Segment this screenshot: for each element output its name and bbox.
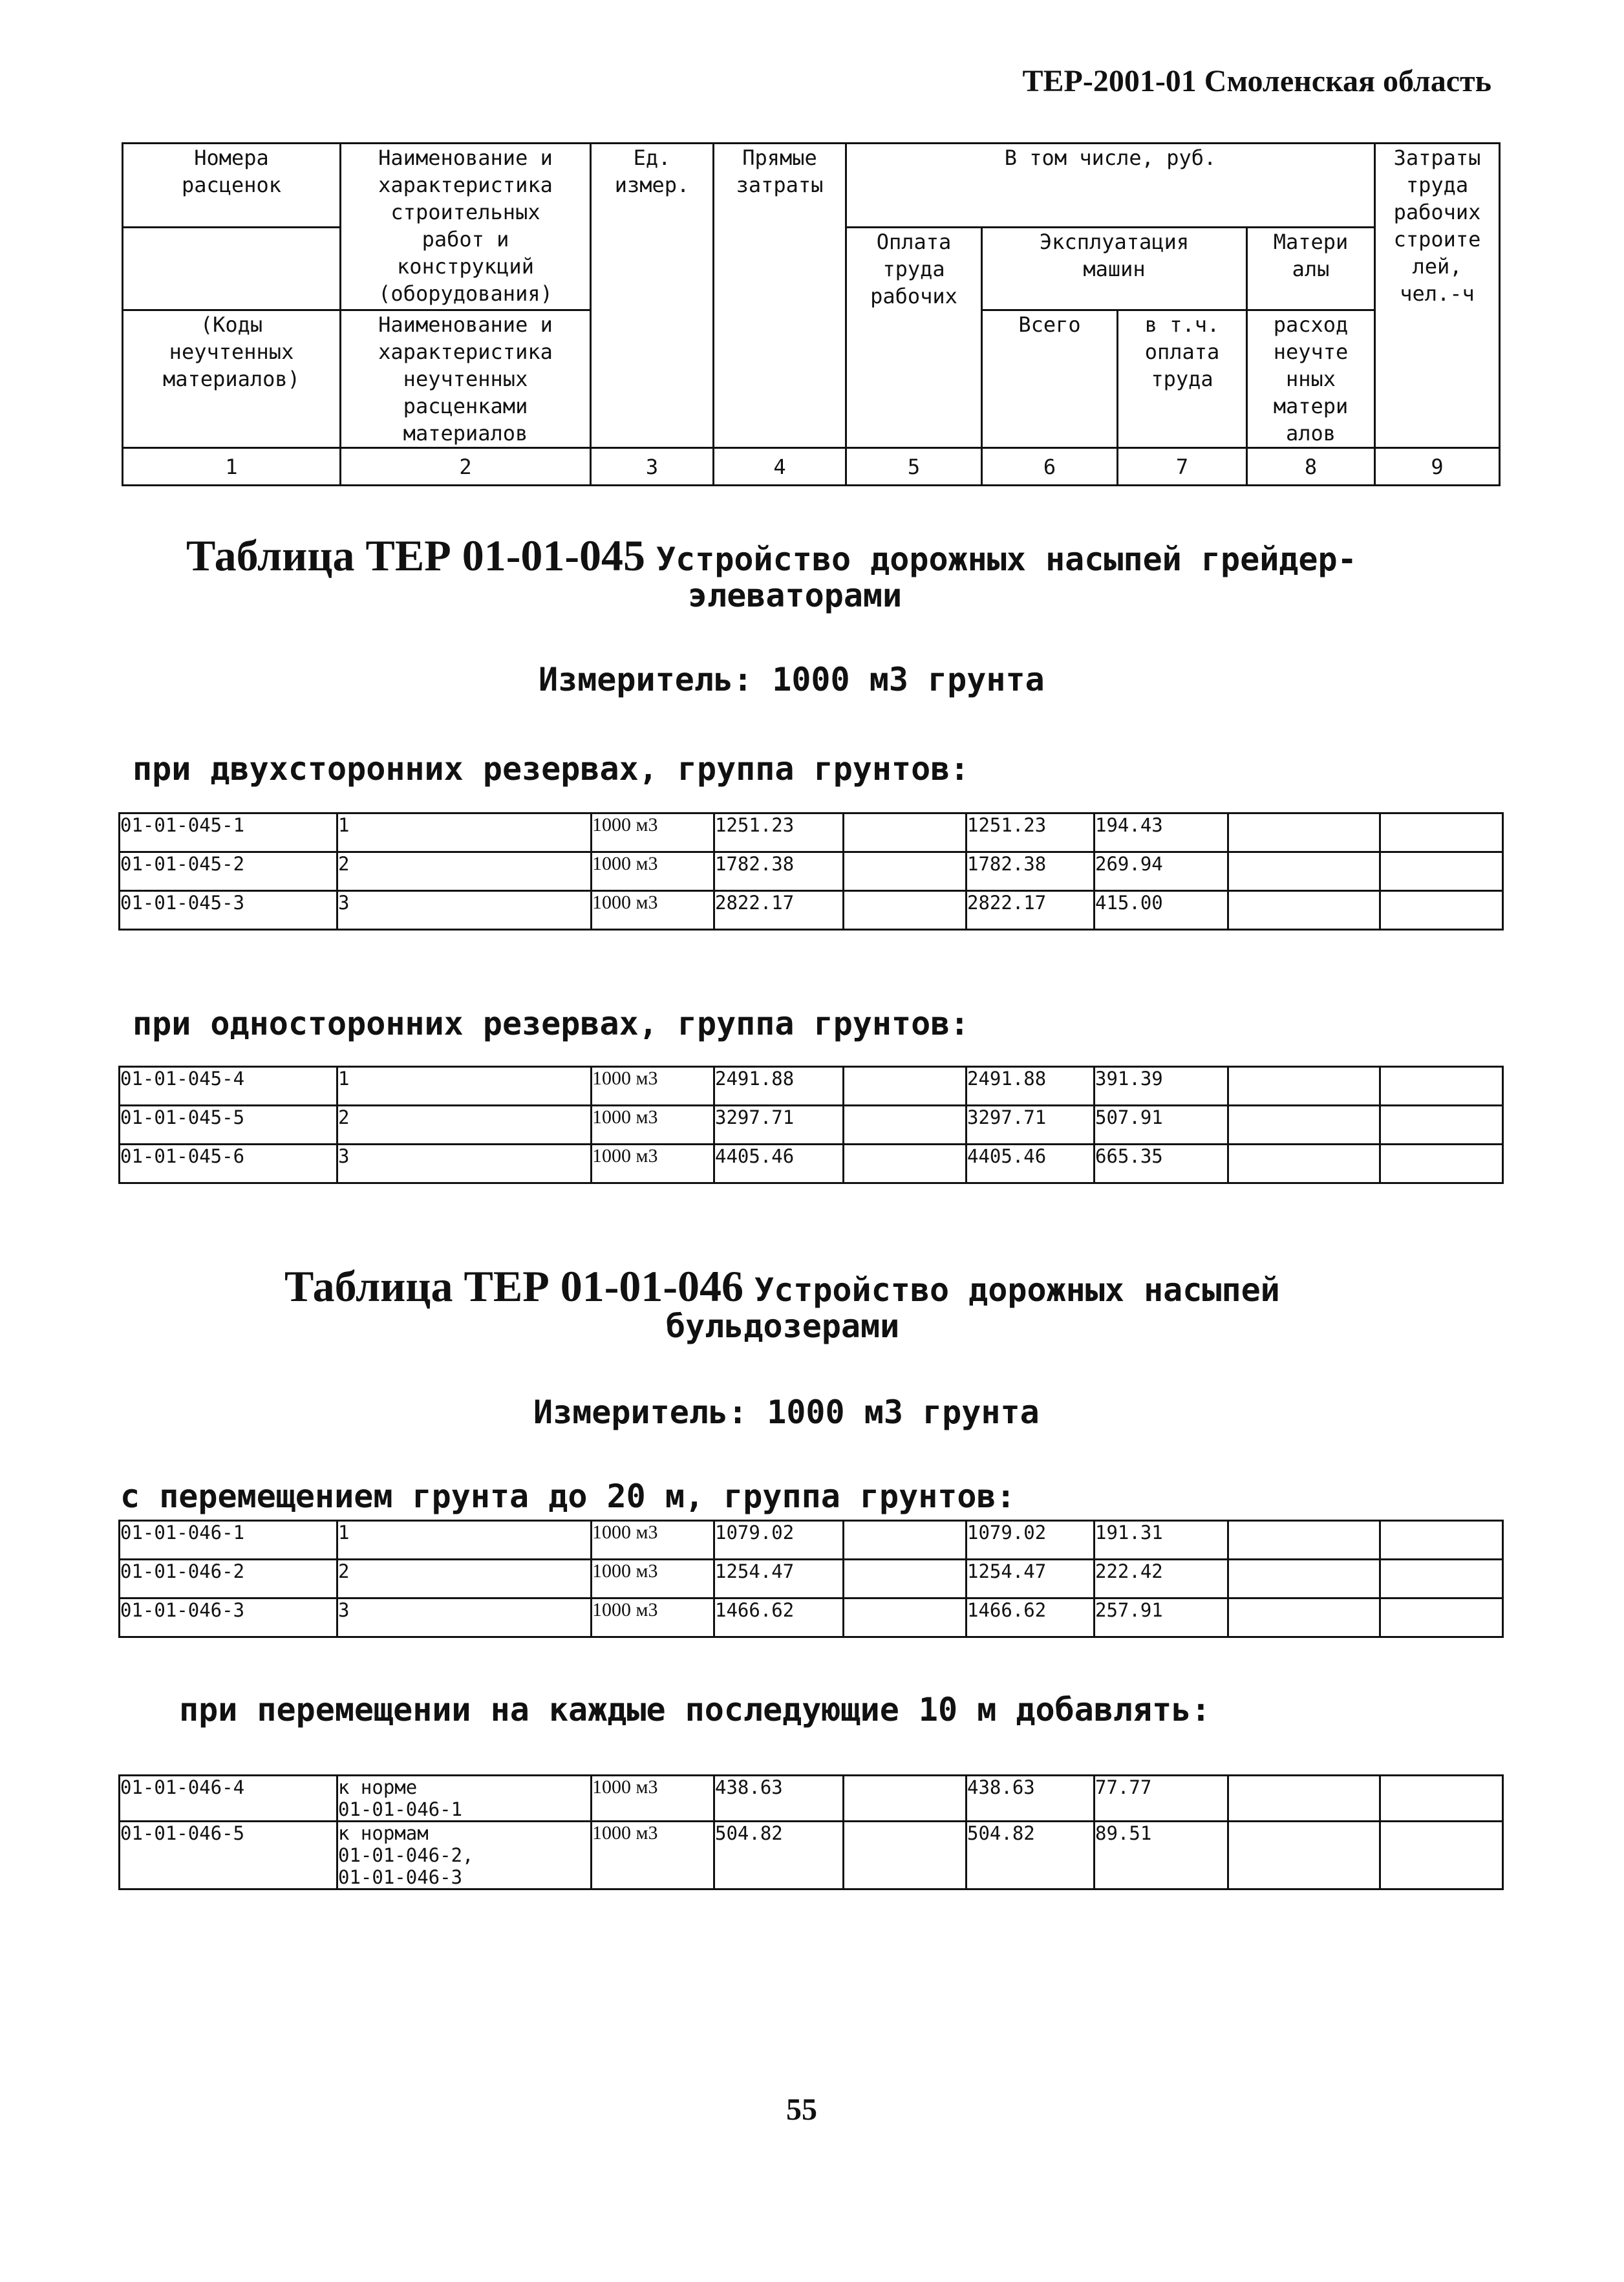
header-material-name	[341, 310, 591, 448]
cell-work-name: к норме 01-01-046-1	[337, 1776, 592, 1822]
cell-work-name: 1	[337, 1067, 592, 1106]
header-including: В том числе, руб.	[846, 144, 1375, 228]
cell-wage	[844, 1822, 967, 1889]
header-line: оплата	[1144, 339, 1220, 364]
header-line: лей,	[1412, 254, 1462, 279]
cell-labor-hours	[1380, 1560, 1503, 1598]
table-row	[120, 891, 1503, 930]
header-line: Наименование и	[378, 145, 553, 170]
header-line: нных	[1285, 367, 1336, 391]
page-header: ТЕР-2001-01 Смоленская область	[1022, 64, 1491, 98]
cell-machines-wage: 257.91	[1095, 1598, 1228, 1637]
header-machines	[982, 228, 1247, 310]
column-number: 4	[714, 448, 846, 486]
cell-unit: 1000 м3	[592, 1822, 714, 1889]
column-number: 7	[1118, 448, 1247, 486]
cell-machines-total: 1254.47	[967, 1560, 1095, 1598]
header-line: труда	[1151, 367, 1213, 391]
header-line: расход	[1273, 312, 1349, 337]
header-line: строите	[1393, 227, 1481, 252]
cell-work-name: к нормам 01-01-046-2, 01-01-046-3	[337, 1822, 592, 1889]
cell-unit: 1000 м3	[592, 1598, 714, 1637]
cell-materials	[1228, 891, 1380, 930]
cell-rate-code: 01-01-046-4	[120, 1776, 337, 1822]
table-046-measure: Измеритель: 1000 м3 грунта	[533, 1394, 1040, 1431]
cell-rate-code: 01-01-045-5	[120, 1106, 337, 1145]
cell-labor-hours	[1380, 813, 1503, 852]
header-line: работ и	[422, 227, 509, 252]
header-direct-costs	[714, 144, 846, 448]
table-row	[120, 1145, 1503, 1183]
cell-rate-code: 01-01-045-3	[120, 891, 337, 930]
cell-machines-total: 4405.46	[967, 1145, 1095, 1183]
column-number: 3	[591, 448, 714, 486]
cell-machines-wage: 507.91	[1095, 1106, 1228, 1145]
cell-unit: 1000 м3	[592, 852, 714, 891]
header-line: неучте	[1273, 339, 1349, 364]
cell-direct-costs: 2822.17	[714, 891, 844, 930]
header-line: Ед.	[633, 145, 671, 170]
cell-labor-hours	[1380, 1776, 1503, 1822]
cell-labor-hours	[1380, 1145, 1503, 1183]
header-line: чел.-ч	[1400, 281, 1475, 306]
cell-wage	[844, 891, 967, 930]
column-number: 6	[982, 448, 1118, 486]
header-line: конструкций	[397, 254, 534, 279]
cell-wage	[844, 1106, 967, 1145]
cell-direct-costs: 1782.38	[714, 852, 844, 891]
column-number: 8	[1247, 448, 1375, 486]
table-046-rows-1	[118, 1520, 1504, 1638]
cell-direct-costs: 2491.88	[714, 1067, 844, 1106]
table-row	[120, 1776, 1503, 1822]
table-row	[120, 852, 1503, 891]
cell-labor-hours	[1380, 1106, 1503, 1145]
header-line: Наименование и	[378, 312, 553, 337]
header-line: характеристика	[378, 173, 553, 197]
cell-work-name: 3	[337, 891, 592, 930]
table-046-group-1: с перемещением грунта до 20 м, группа грунтов:	[120, 1478, 1016, 1515]
cell-rate-code: 01-01-045-6	[120, 1145, 337, 1183]
cell-unit: 1000 м3	[592, 891, 714, 930]
cell-direct-costs: 504.82	[714, 1822, 844, 1889]
table-046-title: Таблица ТЕР 01-01-046 Устройство дорожных насыпей	[284, 1262, 1280, 1311]
table-row	[120, 1598, 1503, 1637]
cell-machines-total: 1079.02	[967, 1521, 1095, 1560]
cell-labor-hours	[1380, 1598, 1503, 1637]
table-row	[120, 813, 1503, 852]
cell-machines-wage: 77.77	[1095, 1776, 1228, 1822]
header-line: алы	[1292, 257, 1330, 281]
cell-direct-costs: 3297.71	[714, 1106, 844, 1145]
header-line: (оборудования)	[378, 281, 553, 306]
header-material-codes	[123, 310, 341, 448]
cell-machines-total: 1251.23	[967, 813, 1095, 852]
cell-work-name: 2	[337, 852, 592, 891]
header-unit	[591, 144, 714, 448]
table-row	[120, 1521, 1503, 1560]
cell-machines-wage: 391.39	[1095, 1067, 1228, 1106]
cell-direct-costs: 1079.02	[714, 1521, 844, 1560]
cell-unit: 1000 м3	[592, 1145, 714, 1183]
header-line: (Коды	[200, 312, 263, 337]
cell-machines-total: 504.82	[967, 1822, 1095, 1889]
cell-materials	[1228, 852, 1380, 891]
cell-rate-code: 01-01-045-1	[120, 813, 337, 852]
cell-direct-costs: 1251.23	[714, 813, 844, 852]
cell-unit: 1000 м3	[592, 1067, 714, 1106]
cell-materials	[1228, 1145, 1380, 1183]
header-material-consumption	[1247, 310, 1375, 448]
cell-machines-wage: 194.43	[1095, 813, 1228, 852]
column-number: 2	[341, 448, 591, 486]
header-line: Прямые	[742, 145, 817, 170]
column-number: 1	[123, 448, 341, 486]
cell-wage	[844, 1776, 967, 1822]
table-row	[120, 1560, 1503, 1598]
cell-rate-code: 01-01-045-4	[120, 1067, 337, 1106]
header-line: неучтенных	[403, 367, 528, 391]
header-line: неучтенных	[169, 339, 294, 364]
header-rate-number	[123, 144, 341, 228]
cell-unit: 1000 м3	[592, 1560, 714, 1598]
table-045-group-1: при двухсторонних резервах, группа грунтов:	[133, 750, 970, 788]
header-line: расценок	[181, 173, 282, 197]
cell-wage	[844, 1145, 967, 1183]
cell-labor-hours	[1380, 1521, 1503, 1560]
header-line: Матери	[1273, 230, 1349, 254]
cell-direct-costs: 4405.46	[714, 1145, 844, 1183]
cell-rate-code: 01-01-046-3	[120, 1598, 337, 1637]
table-045-title-cont: элеваторами	[688, 577, 903, 614]
cell-wage	[844, 813, 967, 852]
table-045-group-2: при односторонних резервах, группа грунтов:	[133, 1005, 970, 1042]
cell-materials	[1228, 1560, 1380, 1598]
cell-work-name: 1	[337, 1521, 592, 1560]
cell-materials	[1228, 1776, 1380, 1822]
cell-machines-total: 2822.17	[967, 891, 1095, 930]
table-046-rows-2	[118, 1774, 1504, 1890]
header-line: машин	[1083, 257, 1146, 281]
cell-direct-costs: 1466.62	[714, 1598, 844, 1637]
header-work-name	[341, 144, 591, 310]
header-line: расценками	[403, 394, 528, 418]
cell-labor-hours	[1380, 891, 1503, 930]
cell-wage	[844, 1560, 967, 1598]
cell-direct-costs: 1254.47	[714, 1560, 844, 1598]
cell-rate-code: 01-01-046-5	[120, 1822, 337, 1889]
header-line: труда	[1405, 173, 1469, 197]
cell-machines-total: 1782.38	[967, 852, 1095, 891]
header-line: строительных	[390, 200, 540, 224]
header-line: измер.	[614, 173, 690, 197]
cell-labor-hours	[1380, 1067, 1503, 1106]
column-number: 9	[1375, 448, 1500, 486]
table-045-rows-2	[118, 1066, 1504, 1184]
table-row	[120, 1067, 1503, 1106]
cell-rate-code: 01-01-045-2	[120, 852, 337, 891]
cell-wage	[844, 852, 967, 891]
table-row	[120, 1106, 1503, 1145]
header-line: Номера	[194, 145, 269, 170]
cell-unit: 1000 м3	[592, 813, 714, 852]
table-045-rows-1	[118, 812, 1504, 931]
cell-wage	[844, 1521, 967, 1560]
cell-rate-code: 01-01-046-2	[120, 1560, 337, 1598]
header-line: труда	[882, 257, 945, 281]
cell-unit: 1000 м3	[592, 1521, 714, 1560]
cell-materials	[1228, 1067, 1380, 1106]
cell-machines-total: 3297.71	[967, 1106, 1095, 1145]
header-rate-number-cont	[123, 228, 341, 310]
header-line: Оплата	[876, 230, 952, 254]
cell-machines-total: 2491.88	[967, 1067, 1095, 1106]
cell-machines-wage: 415.00	[1095, 891, 1228, 930]
cell-work-name: 2	[337, 1106, 592, 1145]
table-045-title: Таблица ТЕР 01-01-045 Устройство дорожных насыпей грейдер-	[186, 531, 1357, 580]
cell-machines-wage: 665.35	[1095, 1145, 1228, 1183]
column-number: 5	[846, 448, 982, 486]
cell-machines-wage: 269.94	[1095, 852, 1228, 891]
table-046-title-cont: бульдозерами	[666, 1308, 900, 1345]
column-header-table	[122, 142, 1501, 486]
header-line: Затраты	[1393, 145, 1481, 170]
cell-unit: 1000 м3	[592, 1776, 714, 1822]
cell-wage	[844, 1067, 967, 1106]
header-line: рабочих	[870, 284, 957, 308]
header-line: Эксплуатация	[1039, 230, 1190, 254]
cell-labor-hours	[1380, 852, 1503, 891]
header-line: матери	[1273, 394, 1349, 418]
cell-work-name: 1	[337, 813, 592, 852]
header-line: материалов	[403, 421, 528, 446]
cell-work-name: 2	[337, 1560, 592, 1598]
header-materials	[1247, 228, 1375, 310]
cell-machines-wage: 89.51	[1095, 1822, 1228, 1889]
cell-materials	[1228, 1106, 1380, 1145]
cell-unit: 1000 м3	[592, 1106, 714, 1145]
header-labor-hours	[1375, 144, 1500, 448]
cell-materials	[1228, 813, 1380, 852]
page-number: 55	[786, 2093, 817, 2127]
header-wage	[846, 228, 982, 448]
table-row	[120, 1822, 1503, 1889]
cell-work-name: 3	[337, 1145, 592, 1183]
header-machines-wage	[1118, 310, 1247, 448]
header-line: рабочих	[1393, 200, 1481, 224]
cell-materials	[1228, 1521, 1380, 1560]
cell-rate-code: 01-01-046-1	[120, 1521, 337, 1560]
cell-wage	[844, 1598, 967, 1637]
header-line: в т.ч.	[1144, 312, 1220, 337]
cell-materials	[1228, 1822, 1380, 1889]
cell-direct-costs: 438.63	[714, 1776, 844, 1822]
header-line: материалов)	[163, 367, 300, 391]
header-line: затраты	[736, 173, 824, 197]
cell-work-name: 3	[337, 1598, 592, 1637]
cell-machines-total: 438.63	[967, 1776, 1095, 1822]
cell-materials	[1228, 1598, 1380, 1637]
cell-machines-wage: 191.31	[1095, 1521, 1228, 1560]
header-machines-total: Всего	[982, 310, 1118, 448]
header-line: характеристика	[378, 339, 553, 364]
cell-labor-hours	[1380, 1822, 1503, 1889]
cell-machines-wage: 222.42	[1095, 1560, 1228, 1598]
cell-machines-total: 1466.62	[967, 1598, 1095, 1637]
table-046-group-2: при перемещении на каждые последующие 10 м добавлять:	[179, 1691, 1211, 1728]
header-line: алов	[1285, 421, 1336, 446]
table-045-measure: Измеритель: 1000 м3 грунта	[539, 661, 1045, 698]
